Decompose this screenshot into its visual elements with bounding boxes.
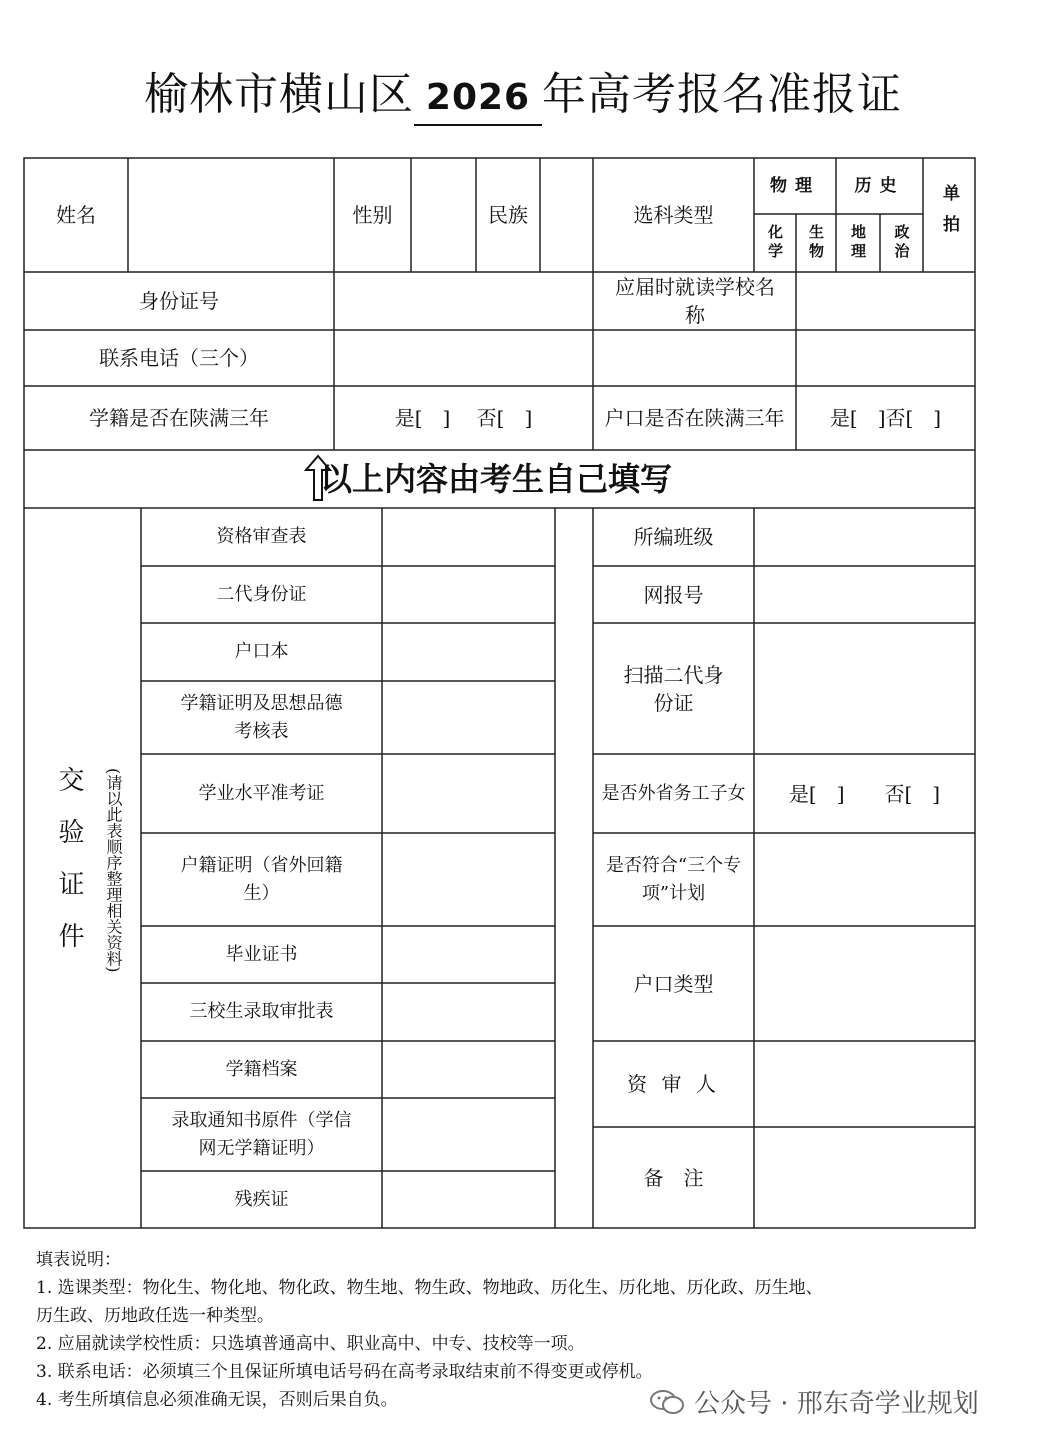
hukou-type-label: 户口类型	[633, 971, 714, 996]
gender-label: 性别	[352, 203, 393, 227]
special-plan-label: 是否符合“三个专项”计划	[605, 854, 742, 904]
school-status-choice[interactable]: 是[ ] 否[ ]	[394, 406, 533, 430]
note-line: 4. 考生所填信息必须准确无误，否则后果自负。	[36, 1390, 398, 1410]
class-label: 所编班级	[633, 525, 714, 549]
doc-item: 三校生录取审批表	[189, 1001, 334, 1022]
school-field[interactable]	[796, 272, 975, 330]
doc-item: 学籍档案	[225, 1058, 298, 1080]
phone-field-2[interactable]	[593, 330, 796, 386]
geography-option[interactable]: 地理	[849, 224, 867, 262]
physics-option[interactable]: 物理	[770, 176, 820, 196]
net-no-label: 网报号	[643, 582, 704, 607]
doc-item: 学业水平准考证	[198, 782, 325, 804]
doc-item: 二代身份证	[216, 583, 307, 605]
biology-option[interactable]: 生物	[807, 224, 825, 262]
phone-label: 联系电话（三个）	[99, 346, 259, 370]
documents-hint: (请以此表顺序整理相关资料)	[104, 767, 123, 973]
id-number-label: 身份证号	[139, 289, 219, 313]
school-label: 应届时就读学校名称	[615, 275, 775, 327]
phone-field-1[interactable]	[334, 330, 593, 386]
hukou-status-choice[interactable]: 是[ ]否[ ]	[829, 406, 942, 430]
doc-item: 录取通知书原件（学信网无学籍证明）	[171, 1109, 352, 1159]
hukou-status-label: 户口是否在陕满三年	[604, 406, 785, 430]
documents-label: 交验证件	[54, 766, 84, 974]
doc-item: 户口本	[234, 641, 289, 662]
self-fill-banner: 以上内容由考生自己填写	[320, 460, 673, 498]
form-title: 榆林市横山区 2026 年高考报名准报证	[0, 58, 1046, 118]
doc-item: 残疾证	[234, 1188, 289, 1210]
ethnicity-label: 民族	[488, 203, 528, 227]
doc-item: 学籍证明及思想品德考核表	[180, 692, 343, 742]
doc-item: 资格审查表	[216, 526, 307, 547]
phone-field-3[interactable]	[796, 330, 975, 386]
scan-id-label: 扫描二代身份证	[623, 662, 724, 715]
chemistry-option[interactable]: 化学	[766, 224, 784, 262]
migrant-label: 是否外省务工子女	[601, 782, 746, 804]
migrant-choice[interactable]: 是[ ] 否[ ]	[788, 781, 941, 806]
reviewer-label: 资 审 人	[627, 1072, 720, 1096]
single-photo-option[interactable]: 单拍	[939, 184, 959, 246]
school-status-label: 学籍是否在陕满三年	[89, 406, 269, 430]
ethnicity-field[interactable]	[540, 158, 593, 272]
name-label: 姓名	[56, 203, 96, 227]
remark-label: 备 注	[643, 1165, 704, 1190]
politics-option[interactable]: 政治	[892, 224, 911, 262]
name-field[interactable]	[128, 158, 334, 272]
note-line: 2. 应届就读学校性质：只选填普通高中、职业高中、中专、技校等一项。	[36, 1334, 585, 1354]
note-line: 1. 选课类型：物化生、物化地、物化政、物生地、物生政、物地政、历化生、历化地、历化政、历生地、	[36, 1278, 823, 1298]
doc-item: 毕业证书	[225, 943, 298, 965]
subject-type-label: 选科类型	[633, 203, 714, 227]
history-option[interactable]: 历史	[854, 176, 905, 196]
note-line: 3. 联系电话：必须填三个且保证所填电话号码在高考录取结束前不得变更或停机。	[36, 1362, 653, 1382]
watermark: 公众号 · 邢东奇学业规划	[650, 1383, 979, 1420]
doc-item: 户籍证明（省外回籍生）	[180, 854, 343, 904]
notes-heading: 填表说明：	[36, 1250, 121, 1270]
note-line: 历生政、历地政任选一种类型。	[36, 1306, 274, 1326]
gender-field[interactable]	[411, 158, 476, 272]
wechat-icon	[650, 1389, 684, 1415]
form-year: 2026	[414, 72, 542, 126]
id-number-field[interactable]	[334, 272, 593, 330]
